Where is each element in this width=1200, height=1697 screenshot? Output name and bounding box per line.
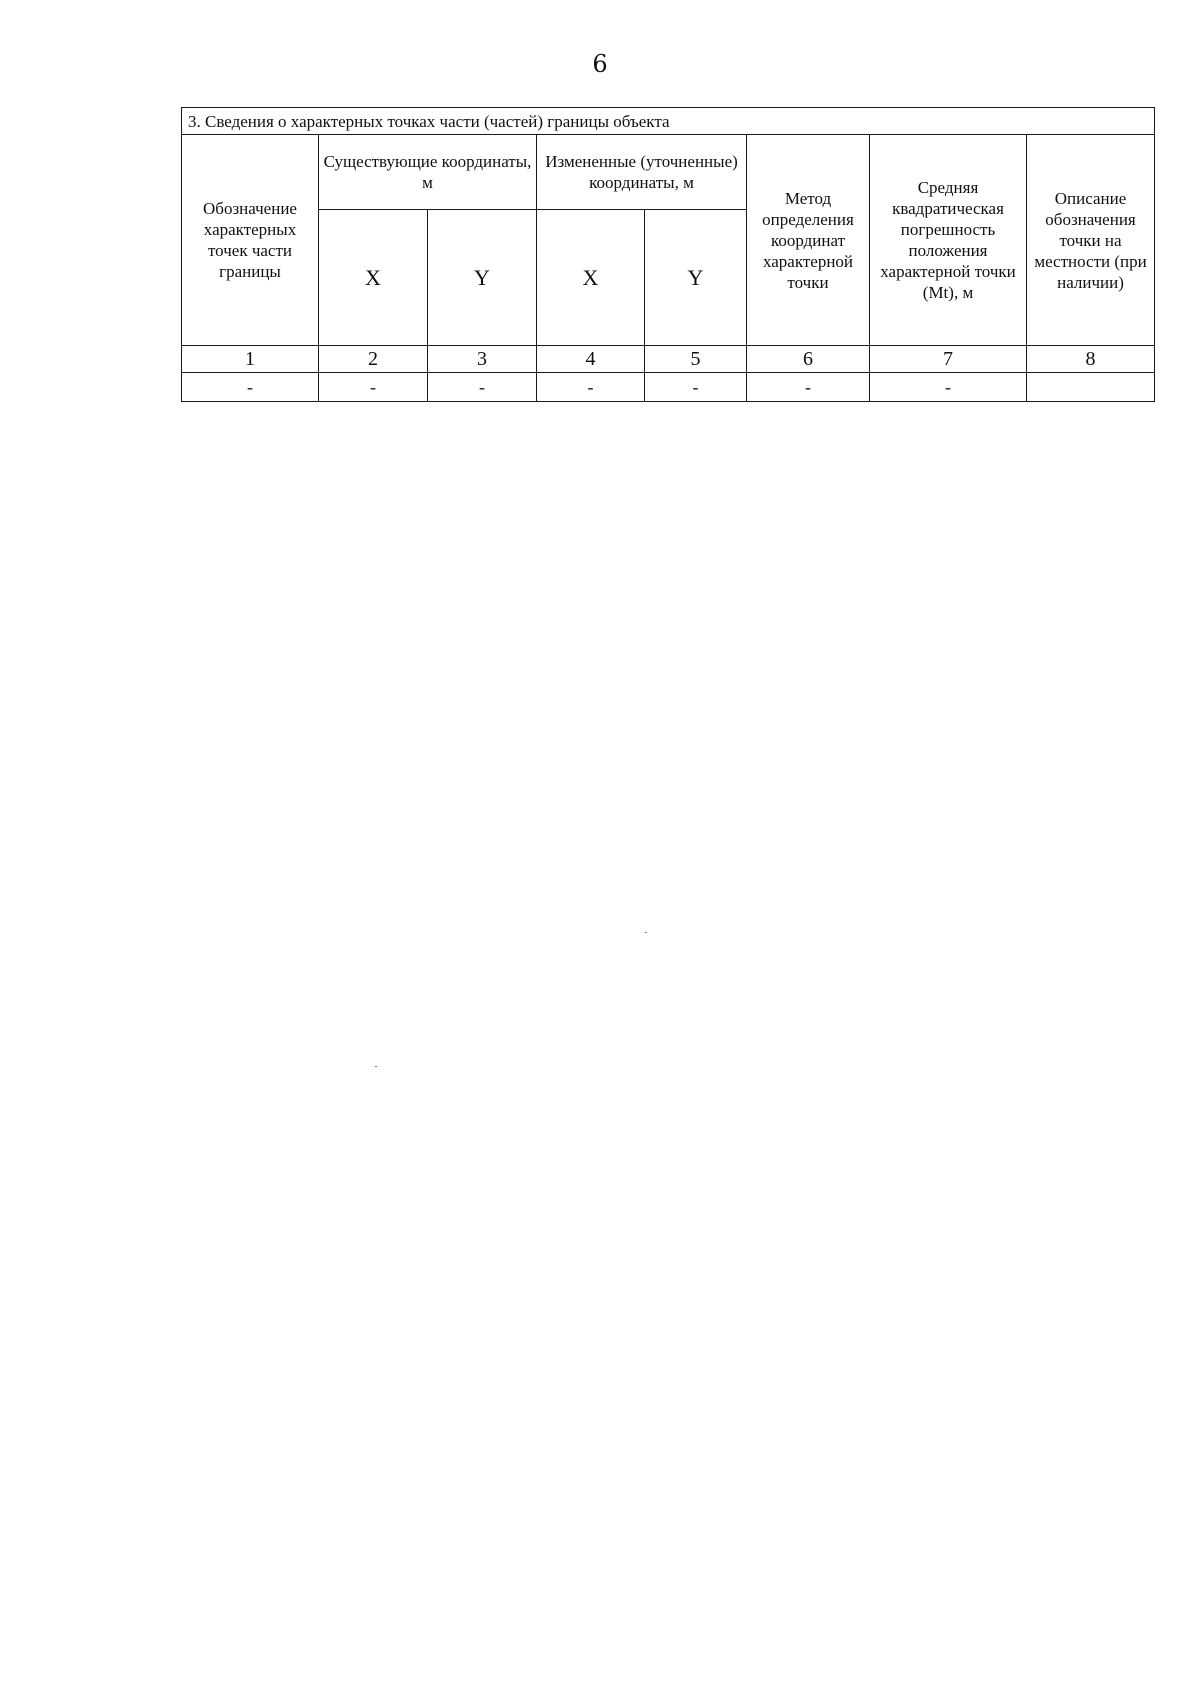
table-cell (1027, 373, 1155, 402)
header-existing-y: Y (428, 210, 537, 346)
scan-speck (645, 932, 647, 933)
table-cell: - (182, 373, 319, 402)
column-number: 6 (747, 346, 870, 373)
column-number: 7 (870, 346, 1027, 373)
header-description: Описание обозначения точки на местности (при наличии) (1027, 135, 1155, 346)
column-number-row (182, 346, 1155, 373)
column-number: 2 (319, 346, 428, 373)
header-changed-y: Y (645, 210, 747, 346)
header-existing-coords: Существующие координаты, м (319, 135, 537, 210)
header-method: Метод определения координат характерной точки (747, 135, 870, 346)
table-cell: - (319, 373, 428, 402)
column-number: 5 (645, 346, 747, 373)
header-designation: Обозначение характерных точек части границы (182, 135, 319, 346)
header-existing-x: X (319, 210, 428, 346)
table-row (182, 373, 1155, 402)
table-cell: - (870, 373, 1027, 402)
column-number: 1 (182, 346, 319, 373)
header-changed-x: X (537, 210, 645, 346)
scan-speck (375, 1066, 377, 1067)
column-number: 3 (428, 346, 537, 373)
table-cell: - (537, 373, 645, 402)
table-cell: - (747, 373, 870, 402)
table-cell: - (645, 373, 747, 402)
boundary-points-table (181, 107, 1155, 402)
table-cell: - (428, 373, 537, 402)
column-number: 4 (537, 346, 645, 373)
section-title: 3. Сведения о характерных точках части (частей) границы объекта (182, 108, 1155, 135)
page-number: 6 (592, 50, 608, 78)
column-number: 8 (1027, 346, 1155, 373)
header-mean-error: Средняя квадратическая погрешность положения характерной точки (Mt), м (870, 135, 1027, 346)
header-changed-coords: Измененные (уточненные) координаты, м (537, 135, 747, 210)
